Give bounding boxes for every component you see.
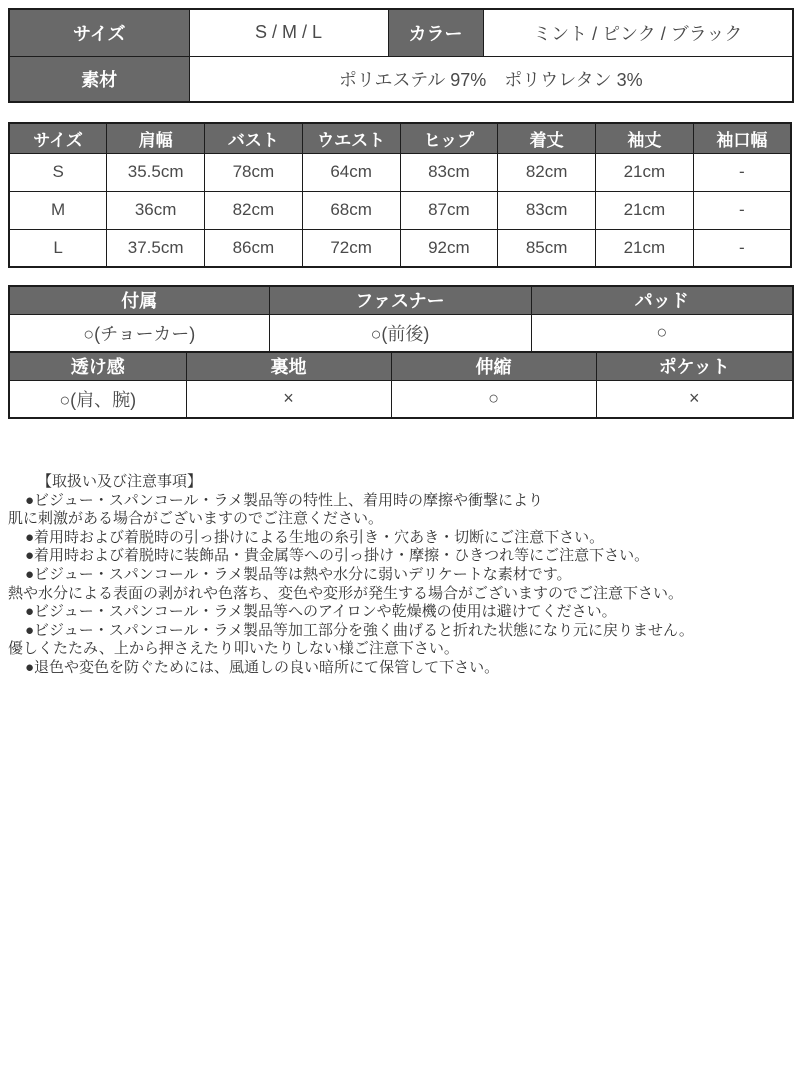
measurement-cell: 21cm <box>596 153 694 191</box>
measurement-cell: - <box>693 229 791 267</box>
features-tables <box>8 285 792 419</box>
color-value: ミント / ピンク / ブラック <box>483 9 793 56</box>
note-line: ●着用時および着脱時の引っ掛けによる生地の糸引き・穴あき・切断にご注意下さい。 <box>25 528 605 546</box>
header-accessory: 付属 <box>9 286 269 314</box>
features-table-bottom <box>8 351 794 419</box>
size-value: S / M / L <box>189 9 388 56</box>
measurement-cell: 83cm <box>498 191 596 229</box>
measurement-cell: 35.5cm <box>107 153 205 191</box>
header-cuff-width: 袖口幅 <box>693 123 791 153</box>
table-row <box>9 9 793 56</box>
table-row <box>9 380 793 418</box>
measurement-cell: 85cm <box>498 229 596 267</box>
header-fastener: ファスナー <box>269 286 531 314</box>
measurement-cell: - <box>693 191 791 229</box>
table-row-size-l <box>9 229 791 267</box>
measurement-cell: 86cm <box>205 229 303 267</box>
header-sheerness: 透け感 <box>9 352 186 380</box>
measurement-cell: 92cm <box>400 229 498 267</box>
table-row-size-s <box>9 153 791 191</box>
header-hip: ヒップ <box>400 123 498 153</box>
measurement-cell: 37.5cm <box>107 229 205 267</box>
header-pocket: ポケット <box>596 352 793 380</box>
color-label: カラー <box>388 9 483 56</box>
table-row-size-m <box>9 191 791 229</box>
size-label: サイズ <box>9 9 189 56</box>
table-row <box>9 56 793 102</box>
measurement-cell: 21cm <box>596 191 694 229</box>
size-name: M <box>9 191 107 229</box>
note-line: ●ビジュー・スパンコール・ラメ製品等へのアイロンや乾燥機の使用は避けてください。 <box>25 603 617 621</box>
header-pad: パッド <box>531 286 793 314</box>
measurement-cell: 82cm <box>498 153 596 191</box>
care-notes <box>8 473 792 678</box>
measurements-header-row <box>9 123 791 153</box>
features-table-top <box>8 285 794 353</box>
measurement-cell: - <box>693 153 791 191</box>
size-name: S <box>9 153 107 191</box>
header-bust: バスト <box>205 123 303 153</box>
note-line: 肌に刺激がある場合がございますのでご注意ください。 <box>8 510 384 528</box>
header-shoulder-width: 肩幅 <box>107 123 205 153</box>
measurement-cell: 72cm <box>302 229 400 267</box>
measurement-cell: 78cm <box>205 153 303 191</box>
measurement-cell: 68cm <box>302 191 400 229</box>
note-line: 優しくたたみ、上から押さえたり叩いたりしない様ご注意下さい。 <box>8 640 459 658</box>
measurement-cell: 87cm <box>400 191 498 229</box>
measurement-cell: 83cm <box>400 153 498 191</box>
pocket-value: × <box>596 380 793 418</box>
header-sleeve-length: 袖丈 <box>596 123 694 153</box>
note-line: ●退色や変色を防ぐためには、風通しの良い暗所にて保管して下さい。 <box>25 658 500 676</box>
measurement-cell: 82cm <box>205 191 303 229</box>
note-line: ●着用時および着脱時に装飾品・貴金属等への引っ掛け・摩擦・ひきつれ等にご注意下さい。 <box>25 547 650 565</box>
header-size: サイズ <box>9 123 107 153</box>
care-notes-title: 【取扱い及び注意事項】 <box>37 473 203 490</box>
table-row <box>9 314 793 352</box>
header-lining: 裏地 <box>186 352 391 380</box>
features-bottom-header-row <box>9 352 793 380</box>
size-color-material-table <box>8 8 794 103</box>
size-name: L <box>9 229 107 267</box>
note-line: 熱や水分による表面の剥がれや色落ち、変色や変形が発生する場合がございますのでご注意下さい。 <box>8 584 684 602</box>
measurement-cell: 64cm <box>302 153 400 191</box>
note-line: ●ビジュー・スパンコール・ラメ製品等加工部分を強く曲げると折れた状態になり元に戻りません。 <box>25 621 694 639</box>
measurement-cell: 36cm <box>107 191 205 229</box>
fastener-value: ○(前後) <box>269 314 531 352</box>
measurement-cell: 21cm <box>596 229 694 267</box>
pad-value: ○ <box>531 314 793 352</box>
header-stretch: 伸縮 <box>391 352 596 380</box>
header-length: 着丈 <box>498 123 596 153</box>
note-line: ●ビジュー・スパンコール・ラメ製品等の特性上、着用時の摩擦や衝撃により <box>25 491 544 509</box>
lining-value: × <box>186 380 391 418</box>
note-line: ●ビジュー・スパンコール・ラメ製品等は熱や水分に弱いデリケートな素材です。 <box>25 565 572 583</box>
stretch-value: ○ <box>391 380 596 418</box>
header-waist: ウエスト <box>302 123 400 153</box>
measurements-table <box>8 122 792 268</box>
accessory-value: ○(チョーカー) <box>9 314 269 352</box>
features-top-header-row <box>9 286 793 314</box>
material-value: ポリエステル 97% ポリウレタン 3% <box>189 56 793 102</box>
material-label: 素材 <box>9 56 189 102</box>
sheerness-value: ○(肩、腕) <box>9 380 186 418</box>
